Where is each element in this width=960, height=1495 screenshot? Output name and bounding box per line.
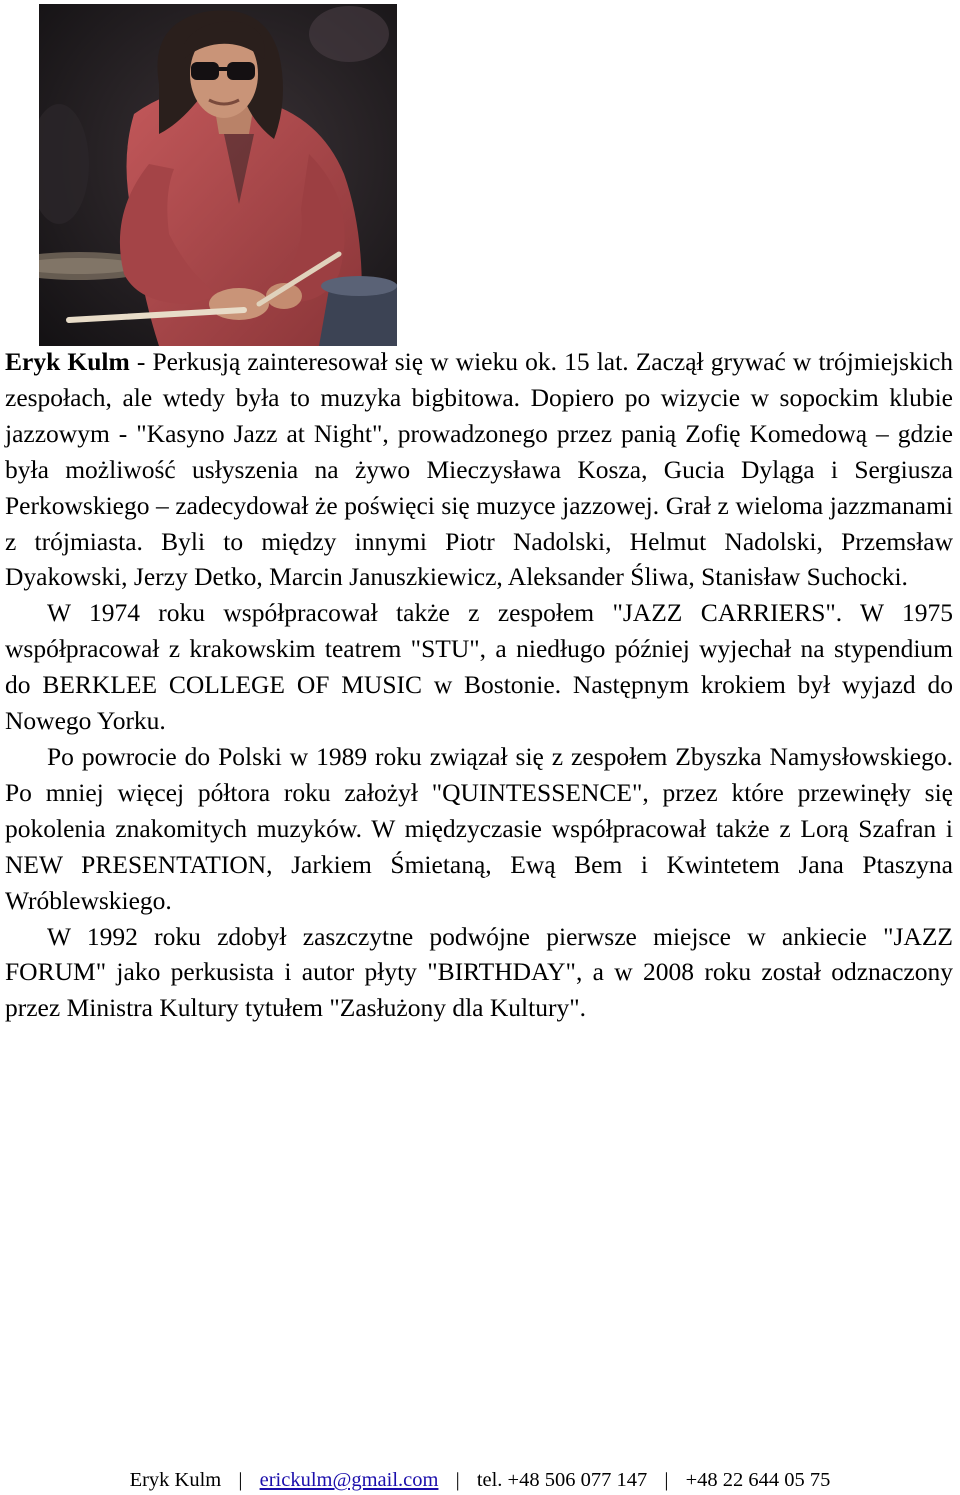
footer-separator: | <box>664 1469 669 1491</box>
biography-article <box>5 344 953 1026</box>
footer-name: Eryk Kulm <box>129 1469 222 1491</box>
biography-paragraph-3: Po powrocie do Polski w 1989 roku związał się z zespołem Zbyszka Namysłowskiego. Po mniej więcej półtora roku założył "QUINTESSENCE", przez które przewinęły się pokolenia znakomitych muzyków. W międzyczasie współpracował także z Lorą Szafran i NEW PRESENTATION, Jarkiem Śmietaną, Ewą Bem i Kwintetem Jana Ptaszyna Wróblewskiego. <box>5 741 953 915</box>
biography-paragraph-1 <box>5 344 953 595</box>
footer-phone-landline: +48 22 644 05 75 <box>685 1469 831 1491</box>
paragraph-text: - Perkusją zainteresował się w wieku ok. 15 lat. Zaczął grywać w trójmiejskich zespołach, ale wtedy była to muzyka bigbitowa. Dopiero po wizycie w sopockim klubie jazzowym - "Kasyno Jazz at Night", prowadzonego przez panią Zofię Komedową – gdzie była możliwość usłyszenia na żywo Mieczysława Kosza, Gucia Dyląga i Sergiusza Perkowskiego – zadecydował że poświęci się muzyce jazzowej. Grał z wieloma jazzmanami z trójmiasta. Byli to między innymi Piotr Nadolski, Helmut Nadolski, Przemsław Dyakowski, Jerzy Detko, Marcin Januszkiewicz, Aleksander Śliwa, Stanisław Suchocki. <box>5 347 954 592</box>
footer-separator: | <box>455 1469 460 1491</box>
footer-separator: | <box>238 1469 243 1491</box>
biography-paragraph-2: W 1974 roku współpracował także z zespołem "JAZZ CARRIERS". W 1975 współpracował z krakowskim teatrem "STU", a niedługo później wyjechał na stypendium do BERKLEE COLLEGE OF MUSIC w Bostonie. Następnym krokiem był wyjazd do Nowego Yorku. <box>5 598 953 736</box>
footer-phone-mobile: tel. +48 506 077 147 <box>476 1469 648 1491</box>
drummer-portrait-photo <box>39 4 397 346</box>
contact-footer <box>0 1466 960 1494</box>
email-link[interactable]: erickulm@gmail.com <box>259 1469 439 1491</box>
artist-name: Eryk Kulm <box>5 347 130 376</box>
biography-paragraph-4: W 1992 roku zdobył zaszczytne podwójne pierwsze miejsce w ankiecie "JAZZ FORUM" jako perkusista i autor płyty "BIRTHDAY", a w 2008 roku został odznaczony przez Ministra Kultury tytułem "Zasłużony dla Kultury". <box>5 921 953 1023</box>
